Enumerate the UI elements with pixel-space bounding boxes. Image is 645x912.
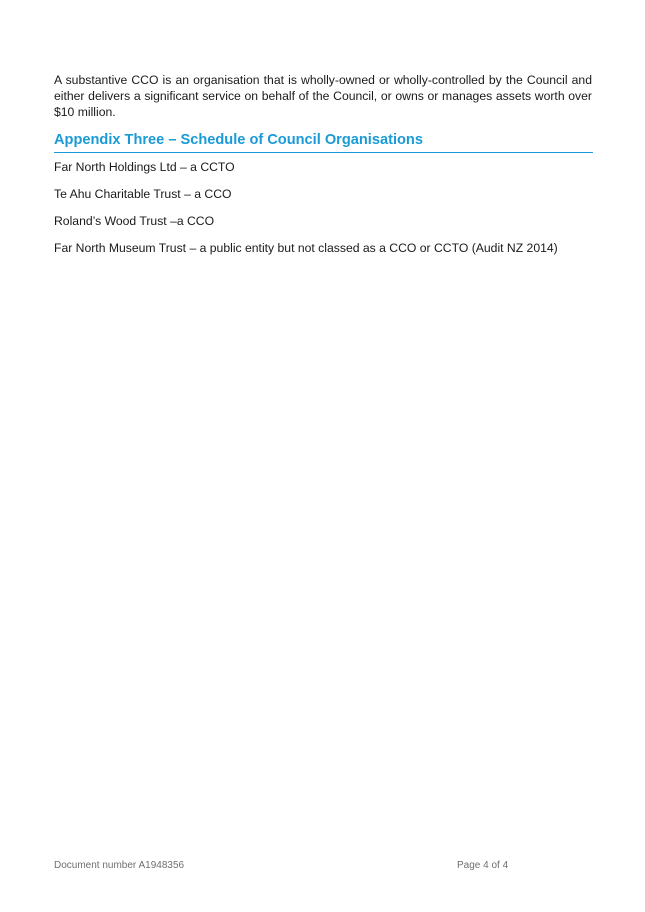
organisation-list: [54, 160, 594, 268]
list-item: Far North Holdings Ltd – a CCTO: [54, 160, 235, 174]
list-item: Te Ahu Charitable Trust – a CCO: [54, 187, 232, 201]
list-item: Roland’s Wood Trust –a CCO: [54, 214, 215, 228]
intro-paragraph: A substantive CCO is an organisation that is wholly-owned or wholly-controlled by the Council and either delivers a significant service on behalf of the Council, or owns or manages assets worth over $10 million.: [54, 73, 592, 119]
document-number: Document number A1948356: [54, 860, 185, 871]
page-number: Page 4 of 4: [457, 860, 509, 871]
list-item: Far North Museum Trust – a public entity but not classed as a CCO or CCTO (Audit NZ 2014): [54, 241, 558, 255]
section-heading: Appendix Three – Schedule of Council Organisations: [54, 130, 593, 153]
